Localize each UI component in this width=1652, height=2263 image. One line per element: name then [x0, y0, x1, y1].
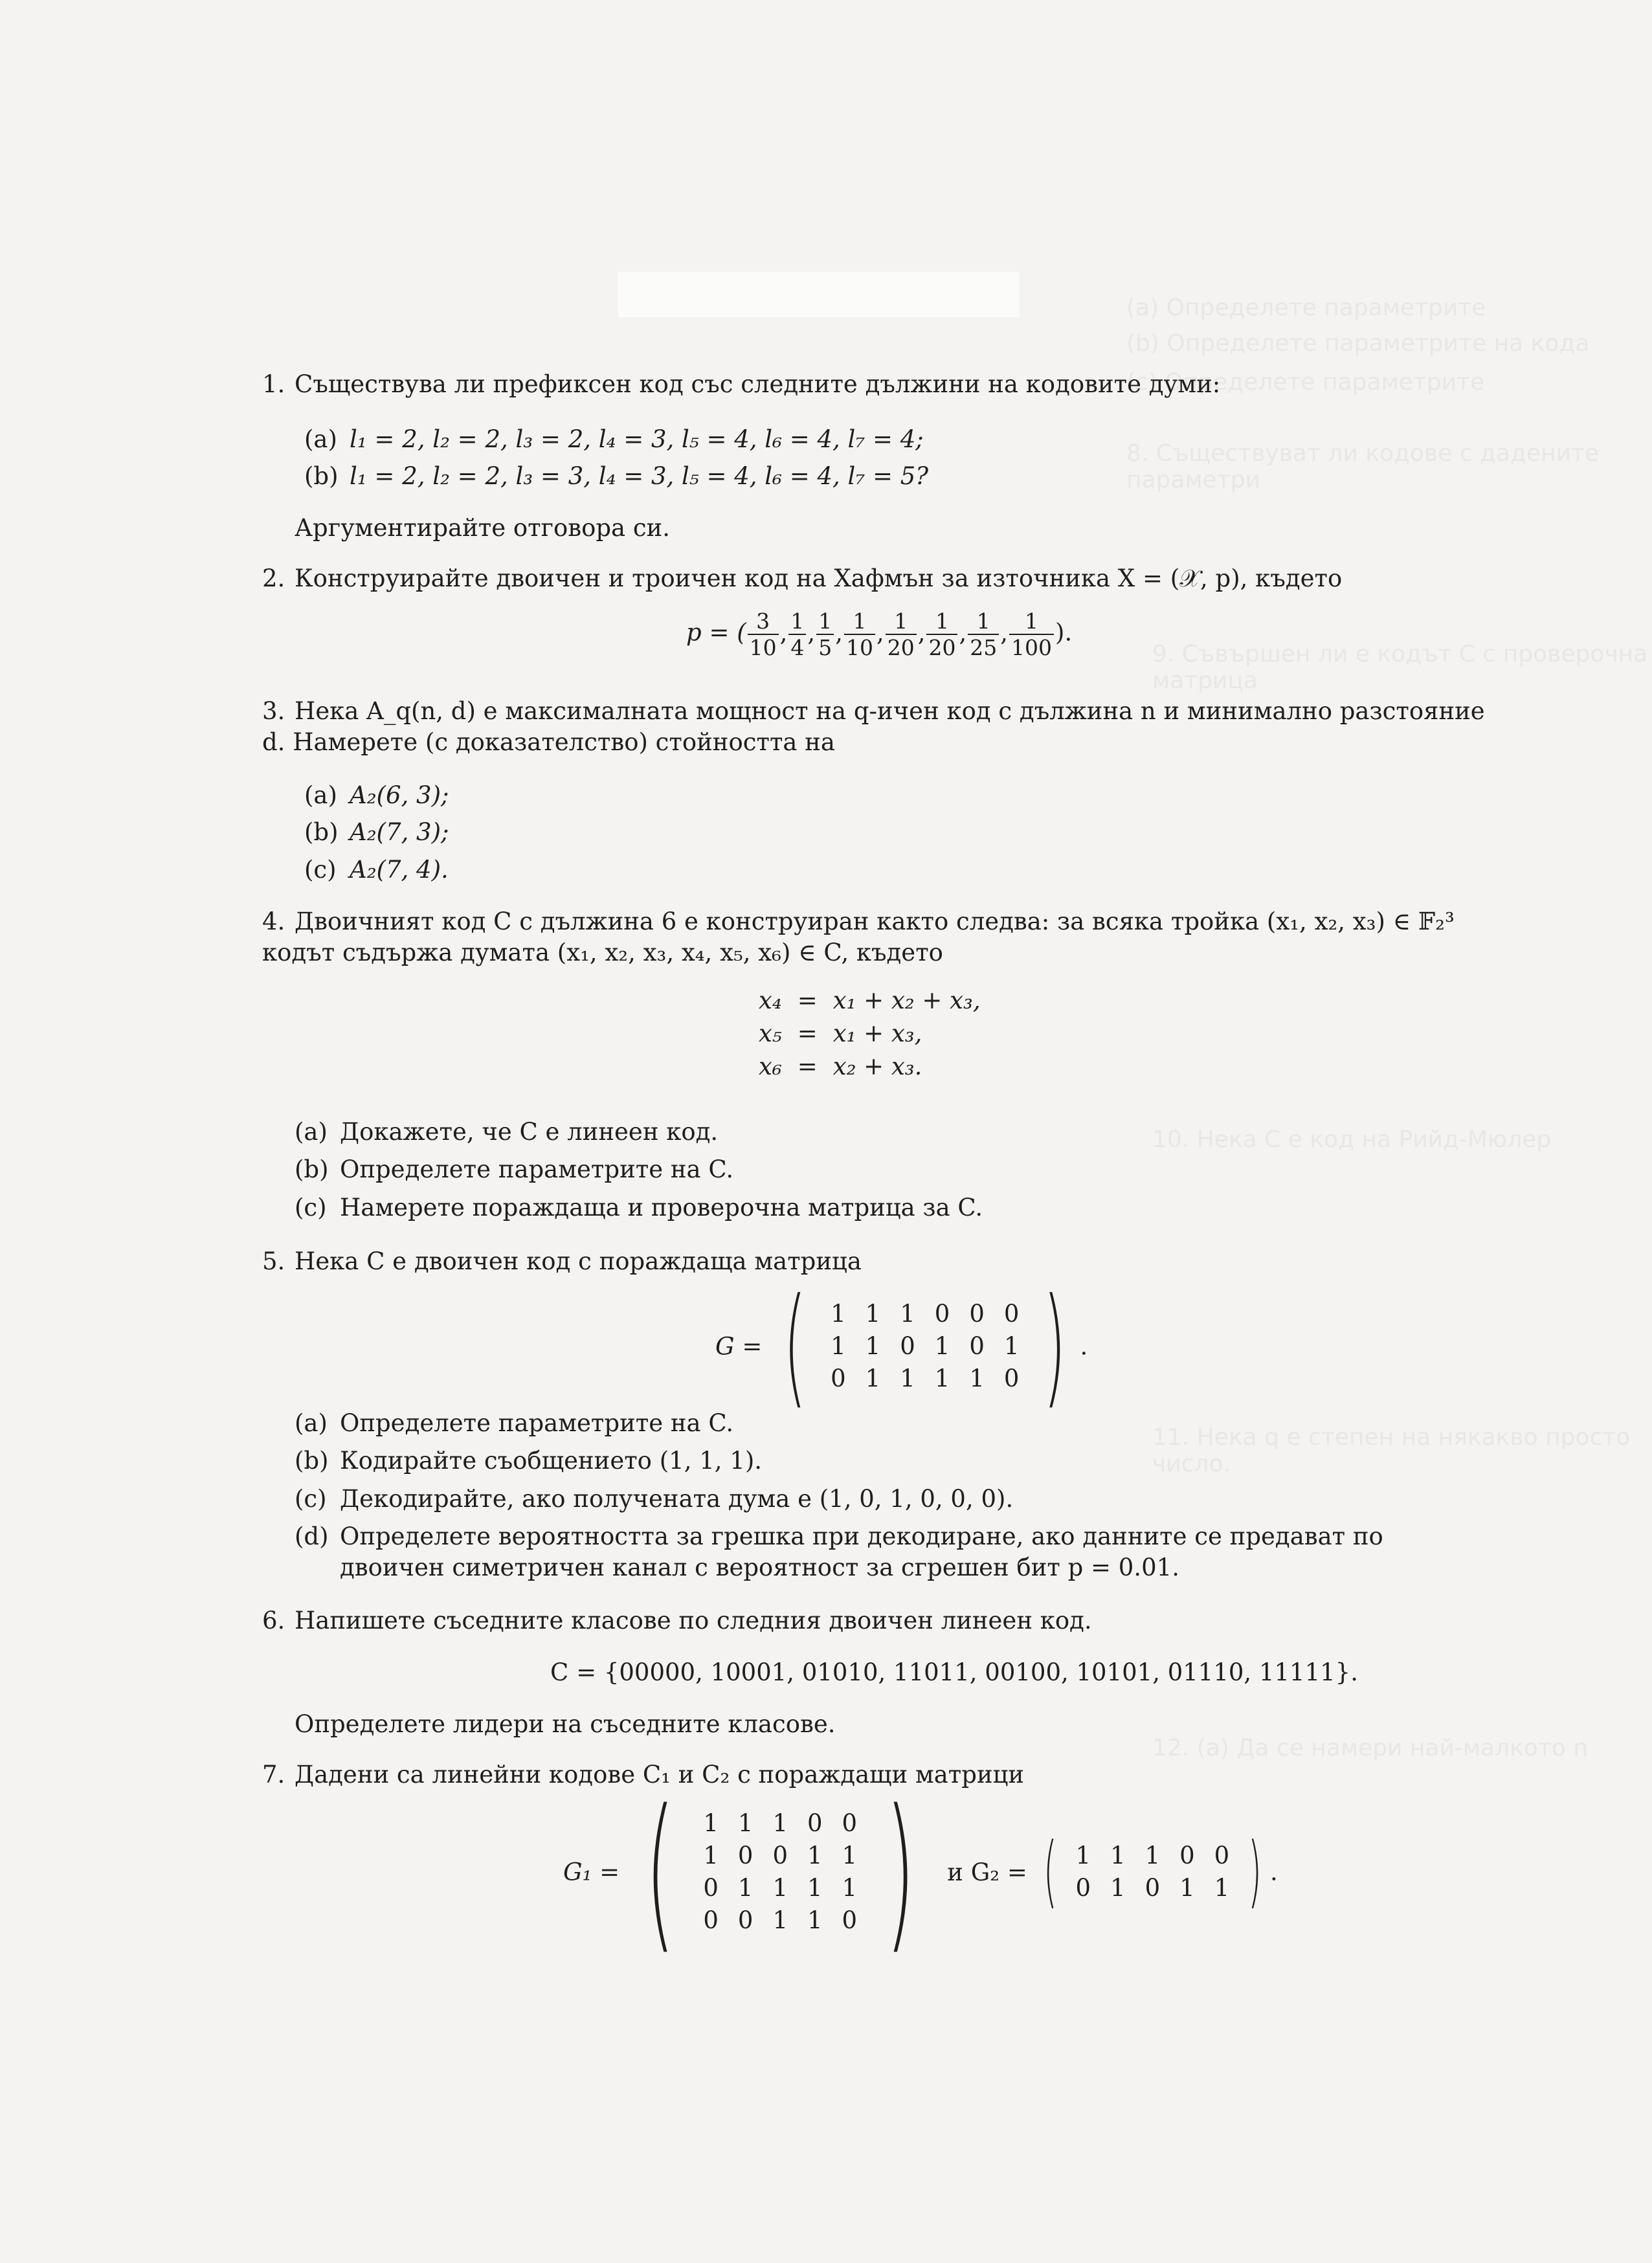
matrix-entry: 0 [1003, 1365, 1020, 1393]
problem-5-statement: 5. Нека C е двоичен код с пораждаща матрица [262, 1247, 862, 1275]
matrix-entry: 1 [865, 1332, 881, 1360]
matrix-entry: 1 [865, 1365, 881, 1393]
fraction: $\frac{1}{10}$ [844, 608, 875, 660]
problem-4-statement: 4. Двоичният код C с дължина 6 е конструиран както следва: за всяка тройка (x₁, x₂, x₃) ∈ 𝔽₂³ кодът съдържа думата (x₁, x₂, x₃, x₄, x₅, x₆) ∈ C, където [262, 908, 1455, 967]
problem-4c: (c) Намерете пораждаща и проверочна матрица за C. [295, 1194, 983, 1221]
generator-matrices-G1-G2: G₁ = ( 1 1 1 0 0 1 0 0 1 1 0 1 1 1 1 0 0 1 1 0 ) и G₂ = ( 1 1 1 0 0 0 1 0 1 1 ) . [563, 1774, 1278, 1970]
problem-5d: (d) Определете вероятността за грешка при декодиране, ако данните се предават по двоичен симетричен канал с вероятност за сгрешен бит p = 0.01. [295, 1522, 1383, 1582]
matrix-entry: 0 [1075, 1874, 1091, 1902]
distribution-p: p = ( $\frac{3}{10}$ , $\frac{1}{4}$ , $\frac{1}{5}$ , $\frac{1}{10}$ , $\frac{1}{20}$ , $\frac{1}{20}$ , $\frac{1}{25}$ , $\frac{1}{100}$ ). [686, 608, 1073, 660]
problem-1a: (a) l₁ = 2, l₂ = 2, l₃ = 2, l₄ = 3, l₅ = 4, l₆ = 4, l₇ = 4; [304, 425, 924, 453]
matrix-entry: 1 [1075, 1841, 1091, 1869]
matrix-G2-entries [1065, 1839, 1240, 1905]
code-C-set: C = {00000, 10001, 01010, 11011, 00100, 10101, 01110, 11111}. [550, 1658, 1358, 1686]
matrix-entry: 0 [737, 1841, 753, 1869]
matrix-entry: 1 [737, 1809, 753, 1837]
problem-2-statement: 2. Конструирайте двоичен и троичен код на Хафмън за източника X = (𝒳, p), където [262, 564, 1343, 592]
matrix-entry: 1 [772, 1809, 788, 1837]
matrix-entry: 1 [772, 1906, 788, 1935]
matrix-entry: 1 [900, 1365, 915, 1393]
matrix-entry: 1 [842, 1874, 858, 1902]
matrix-entry: 0 [737, 1906, 753, 1935]
matrix-entry: 1 [1179, 1874, 1195, 1902]
matrix-entry: 0 [842, 1906, 858, 1935]
parity-equations: x₄ = x₁ + x₂ + x₃, x₅ = x₁ + x₃, x₆ = x₂ + x₃. [759, 987, 981, 1080]
problem-6-statement: 6. Напишете съседните класове по следния двоичен линеен код. [262, 1607, 1092, 1634]
matrix-entry: 1 [842, 1841, 858, 1869]
matrix-entry: 1 [1144, 1841, 1161, 1869]
matrix-entry: 0 [703, 1874, 719, 1902]
matrix-entry: 1 [1110, 1874, 1126, 1902]
exam-page: (a) Определете параметрите (b) Определете параметрите на кода (c) Определете параметрите 8. Съществуват ли кодове с дадените параметри 9. Съвършен ли е кодът C с проверочна матрица 10. Нека C е код на Рийд-Мюлер 11. Нека q е степен на някакво просто число. 12. (a) Да се намери най-малкото n 1. Съществува ли префиксен код със следните дължини на кодовите думи: (a) l₁ = 2, l₂ = 2, l₃ = 2, l₄ = 3, l₅ = 4, l₆ = 4, l₇ = 4; (b) l₁ = 2, l₂ = 2, l₃ = 3, l₄ = 3, l₅ = 4, l₆ = 4, l₇ = 5? Аргументирайте отговора си. 2. Конструирайте двоичен и троичен код на Хафмън за източника X = (𝒳, p), където p = ( $\frac{3}{10}$ , $\frac{1}{4}$ , $\frac{1}{5}$ , $\frac{1}{10}$ , $\frac{1}{20}$ , $\frac{1}{20}$ , $\frac{1}{25}$ , $\frac{1}{100}$ ). 3. Нека A_q(n, d) е максималната мощност на q-ичен код с дължина n и минимално разстояние d. Намерете (с доказателство) стойността на (a) A₂(6, 3); (b) A₂(7, 3); (c) A₂(7, 4). 4. Двоичният код C с дължина 6 е конструиран както следва: за всяка тройка (x₁, x₂, x₃) ∈ 𝔽₂³ кодът съдържа думата (x₁, x₂, x₃, x₄, x₅, x₆) ∈ C, където x₄ = x₁ + x₂ + x₃, x₅ = x₁ + x₃, x₆ = x₂ + x₃. (a) Докажете, че C е линеен код. (b) Определете параметрите на C. (c) Намерете пораждаща и проверочна матрица за C. 5. Нека C е двоичен код с пораждаща матрица G = ( 1 1 1 0 0 0 1 1 0 1 0 1 0 1 1 1 1 0 ) . (a) Определете параметрите на C. (b) Кодирайте съобщението (1, 1, 1). (c) Декодирайте, ако получената дума е (1, 0, 1, 0, 0, 0). (d) Определете вероятността за грешка при декодиране, ако данните се предават по двоичен симетричен канал с вероятност за сгрешен бит p = 0.01. 6. Напишете съседните класове по следния двоичен линеен код. C = {00000, 10001, 01010, 11011, 00100, 10101, 01110, 11111}. Определете лидери на съседните класове. 7. Дадени са линейни кодове C₁ и C₂ с пораждащи матрици G₁ = ( 1 1 1 0 0 1 0 0 1 1 0 1 1 1 1 0 0 1 1 0 ) и G₂ = ( 1 1 1 0 0 0 1 0 1 1 ) . [0, 0, 1652, 2263]
problem-1-statement: 1. Съществува ли префиксен код със следните дължини на кодовите думи: [262, 370, 1221, 398]
problem-1-note: Аргументирайте отговора си. [295, 514, 671, 542]
matrix-entry: 0 [842, 1809, 858, 1837]
fraction: $\frac{1}{5}$ [816, 608, 834, 660]
generator-matrix-G: G = ( 1 1 1 0 0 0 1 1 0 1 0 1 0 1 1 1 1 0 ) . [715, 1271, 1088, 1421]
problem-4a: (a) Докажете, че C е линеен код. [295, 1118, 719, 1146]
matrix-entry: 1 [807, 1874, 823, 1902]
problem-7-statement: 7. Дадени са линейни кодове C₁ и C₂ с пораждащи матрици [262, 1761, 1025, 1789]
matrix-entry: 1 [1214, 1874, 1230, 1902]
matrix-entry: 1 [900, 1299, 915, 1328]
problem-5a: (a) Определете параметрите на C. [295, 1409, 734, 1437]
matrix-entry: 1 [865, 1299, 881, 1328]
matrix-entry: 1 [1003, 1332, 1020, 1360]
problem-3c: (c) A₂(7, 4). [304, 856, 449, 884]
matrix-entry: 1 [772, 1874, 788, 1902]
matrix-entry: 0 [1144, 1874, 1161, 1902]
fraction: $\frac{1}{20}$ [886, 608, 917, 660]
matrix-entry: 1 [831, 1332, 846, 1360]
fraction: $\frac{1}{4}$ [788, 608, 806, 660]
matrix-entry: 1 [703, 1809, 719, 1837]
matrix-entry: 0 [1003, 1299, 1020, 1328]
matrix-entry: 0 [969, 1332, 985, 1360]
problem-3b: (b) A₂(7, 3); [304, 818, 449, 846]
fraction: $\frac{3}{10}$ [748, 608, 779, 660]
whited-out-header [618, 272, 1020, 317]
matrix-entry: 0 [831, 1365, 846, 1393]
matrix-entry: 1 [1110, 1841, 1126, 1869]
matrix-entry: 0 [1214, 1841, 1230, 1869]
matrix-entry: 0 [900, 1332, 915, 1360]
matrix-G-entries [820, 1297, 1029, 1396]
matrix-entry: 1 [807, 1841, 823, 1869]
problem-5b: (b) Кодирайте съобщението (1, 1, 1). [295, 1447, 763, 1475]
problem-3a: (a) A₂(6, 3); [304, 781, 449, 809]
problem-3-statement: 3. Нека A_q(n, d) е максималната мощност на q-ичен код с дължина n и минимално разстояние d. Намерете (с доказателство) стойността на [262, 697, 1485, 757]
matrix-entry: 1 [703, 1841, 719, 1869]
matrix-entry: 1 [831, 1299, 846, 1328]
problem-6-note: Определете лидери на съседните класове. [295, 1710, 836, 1738]
matrix-entry: 0 [703, 1906, 719, 1935]
fraction: $\frac{1}{25}$ [968, 608, 999, 660]
matrix-entry: 0 [1179, 1841, 1195, 1869]
fraction: $\frac{1}{100}$ [1009, 608, 1054, 660]
matrix-entry: 1 [969, 1365, 985, 1393]
matrix-entry: 1 [934, 1365, 950, 1393]
matrix-entry: 0 [969, 1299, 985, 1328]
matrix-entry: 1 [934, 1332, 950, 1360]
problem-4b: (b) Определете параметрите на C. [295, 1155, 734, 1183]
problem-1b: (b) l₁ = 2, l₂ = 2, l₃ = 3, l₄ = 3, l₅ = 4, l₆ = 4, l₇ = 5? [304, 462, 929, 490]
matrix-G1-entries [693, 1807, 867, 1937]
matrix-entry: 1 [807, 1906, 823, 1935]
matrix-entry: 0 [934, 1299, 950, 1328]
matrix-entry: 0 [807, 1809, 823, 1837]
fraction: $\frac{1}{20}$ [926, 608, 957, 660]
matrix-entry: 0 [772, 1841, 788, 1869]
problem-5c: (c) Декодирайте, ако получената дума е (1, 0, 1, 0, 0, 0). [295, 1485, 1014, 1513]
matrix-entry: 1 [737, 1874, 753, 1902]
